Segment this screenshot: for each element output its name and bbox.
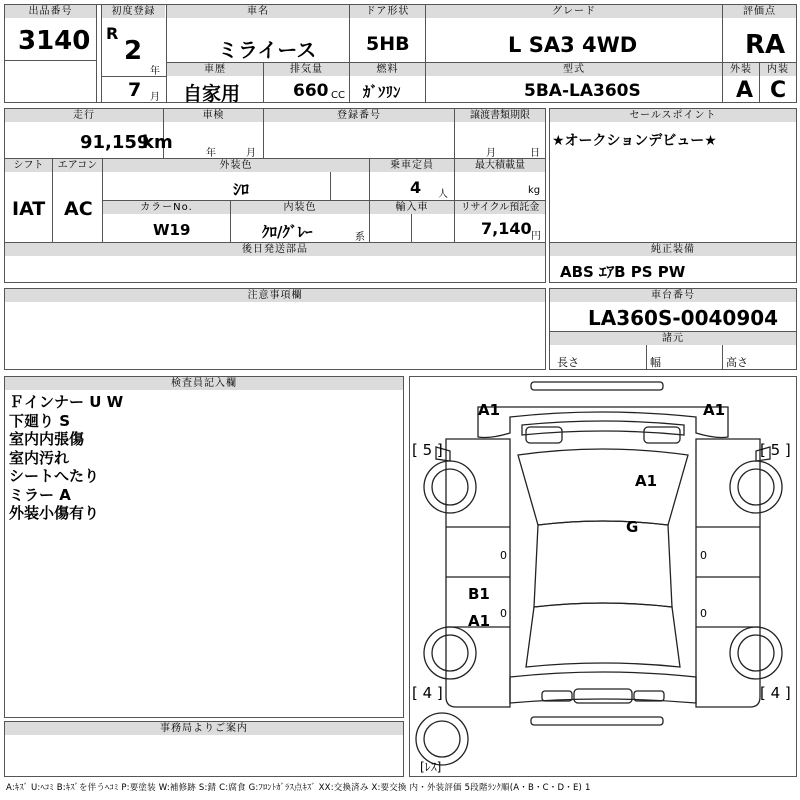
inspection-month-unit: 月 <box>246 148 256 159</box>
ac: AC <box>64 198 93 220</box>
tire-depth-front-left: [ 5 ] <box>412 441 443 459</box>
month-unit: 月 <box>150 92 160 103</box>
recycle-label: リサイクル預託金 <box>455 201 545 214</box>
fuel-label: 燃料 <box>350 63 425 76</box>
reg-year: 2 <box>124 36 143 66</box>
equipment-label: 純正装備 <box>550 243 796 256</box>
history-label: 車歴 <box>167 63 263 76</box>
door-type: 5HB <box>366 33 410 55</box>
mileage-label: 走行 <box>5 109 163 122</box>
tire-depth-rear-right: [ 4 ] <box>760 684 791 702</box>
interior-label: 内装 <box>760 63 796 76</box>
interior-color: ｸﾛ/ｸﾞﾚｰ <box>262 223 313 241</box>
fuel: ｶﾞｿﾘﾝ <box>363 83 401 101</box>
damage-mark-left-door-b1: B1 <box>468 585 490 603</box>
recycle-unit: 円 <box>531 231 541 242</box>
inspector-notes <box>9 393 123 523</box>
spare-tire-status: [ﾚｽ] <box>420 760 442 774</box>
mileage-unit: km <box>142 132 173 153</box>
note-line: 室内汚れ <box>9 448 70 467</box>
length-label: 長さ <box>557 356 579 369</box>
import-label: 輸入車 <box>370 201 454 214</box>
inspection-year-unit: 年 <box>206 148 216 159</box>
tire-depth-front-right: [ 5 ] <box>760 441 791 459</box>
note-line: 下廻り S <box>9 411 71 430</box>
displacement-unit: CC <box>331 90 345 101</box>
sales-point-label: セールスポイント <box>550 109 796 122</box>
color-no-label: カラーNo. <box>103 201 230 214</box>
zero-mark-left-1: 0 <box>500 549 507 562</box>
recycle-fee: 7,140 <box>481 219 532 238</box>
note-line: ミラー A <box>9 485 71 504</box>
zero-mark-right-2: 0 <box>700 607 707 620</box>
chassis-label: 車台番号 <box>550 289 796 302</box>
model-label: 型式 <box>426 63 722 76</box>
lot-label: 出品番号 <box>5 5 96 18</box>
damage-mark-windshield: G <box>626 518 639 536</box>
capacity: 4 <box>410 178 422 197</box>
displacement-label: 排気量 <box>264 63 349 76</box>
first-reg-label: 初度登録 <box>102 5 165 18</box>
color: ｼﾛ <box>233 180 250 199</box>
chassis-number: LA360S-0040904 <box>588 306 779 330</box>
shift-label: シフト <box>5 159 52 172</box>
deadline-label: 譲渡書類期限 <box>455 109 545 122</box>
deadline-day-unit: 日 <box>530 148 540 159</box>
era: R <box>106 24 119 43</box>
exterior-label: 外装 <box>723 63 759 76</box>
damage-mark-left-door-a1: A1 <box>468 612 491 630</box>
caution-label: 注意事項欄 <box>5 289 545 302</box>
note-line: シートへたり <box>9 467 100 485</box>
inspector-label: 検査員記入欄 <box>5 377 403 390</box>
zero-mark-left-2: 0 <box>500 607 507 620</box>
legend: A:ｷｽﾞ U:ﾍｺﾐ B:ｷｽﾞを伴うﾍｺﾐ P:要塗装 W:補修跡 S:錆 C:腐食 G:ﾌﾛﾝﾄｶﾞﾗｽ点ｷｽﾞ XX:交換済み X:要交換 内・外装評価 5段階ﾗﾝｸ順(A・B・C・D・E) 1 <box>6 783 591 793</box>
damage-mark-hood: A1 <box>635 472 658 490</box>
car-name: ミライース <box>218 38 317 62</box>
damage-mark-front-left: A1 <box>478 401 501 419</box>
zero-mark-right-1: 0 <box>700 549 707 562</box>
capacity-unit: 人 <box>438 189 448 200</box>
interior-color-label: 内装色 <box>231 201 369 214</box>
score-label: 評価点 <box>723 5 796 18</box>
office-label: 事務局よりご案内 <box>5 722 403 735</box>
inspection-label: 車検 <box>164 109 263 122</box>
grade: L SA3 4WD <box>508 33 638 57</box>
spec-label: 諸元 <box>550 332 796 345</box>
exterior-score: A <box>736 78 754 103</box>
score: RA <box>745 30 786 60</box>
equipment: ABS ｴｱB PS PW <box>560 263 686 281</box>
mileage: 91,159 <box>80 132 150 153</box>
door-label: ドア形状 <box>350 5 425 18</box>
car-name-label: 車名 <box>167 5 349 18</box>
car-outline <box>410 377 796 776</box>
interior-score: C <box>770 78 787 103</box>
note-line: 外装小傷有り <box>9 504 100 522</box>
displacement: 660 <box>293 81 329 101</box>
damage-diagram <box>409 376 797 777</box>
shift: IAT <box>12 198 46 220</box>
width-label: 幅 <box>650 356 661 369</box>
lot-number: 3140 <box>18 26 91 56</box>
color-no: W19 <box>153 221 191 239</box>
note-line: Ｆインナー U W <box>9 393 124 411</box>
tire-depth-rear-left: [ 4 ] <box>412 684 443 702</box>
capacity-label: 乗車定員 <box>370 159 454 172</box>
model: 5BA-LA360S <box>524 81 641 101</box>
interior-color-unit: 系 <box>355 232 365 243</box>
later-parts-label: 後日発送部品 <box>5 243 545 256</box>
ac-label: エアコン <box>53 159 102 172</box>
deadline-month-unit: 月 <box>486 148 496 159</box>
sales-point: ★オークションデビュー★ <box>552 133 717 149</box>
history: 自家用 <box>183 83 241 105</box>
reg-month: 7 <box>128 79 142 101</box>
reg-no-label: 登録番号 <box>264 109 454 122</box>
load-label: 最大積載量 <box>455 159 545 172</box>
note-line: 室内内張傷 <box>9 430 85 448</box>
grade-label: グレード <box>426 5 722 18</box>
load-unit: kg <box>528 185 541 196</box>
color-label: 外装色 <box>103 159 369 172</box>
year-unit: 年 <box>150 66 160 77</box>
damage-mark-front-right: A1 <box>703 401 726 419</box>
height-label: 高さ <box>726 356 748 369</box>
